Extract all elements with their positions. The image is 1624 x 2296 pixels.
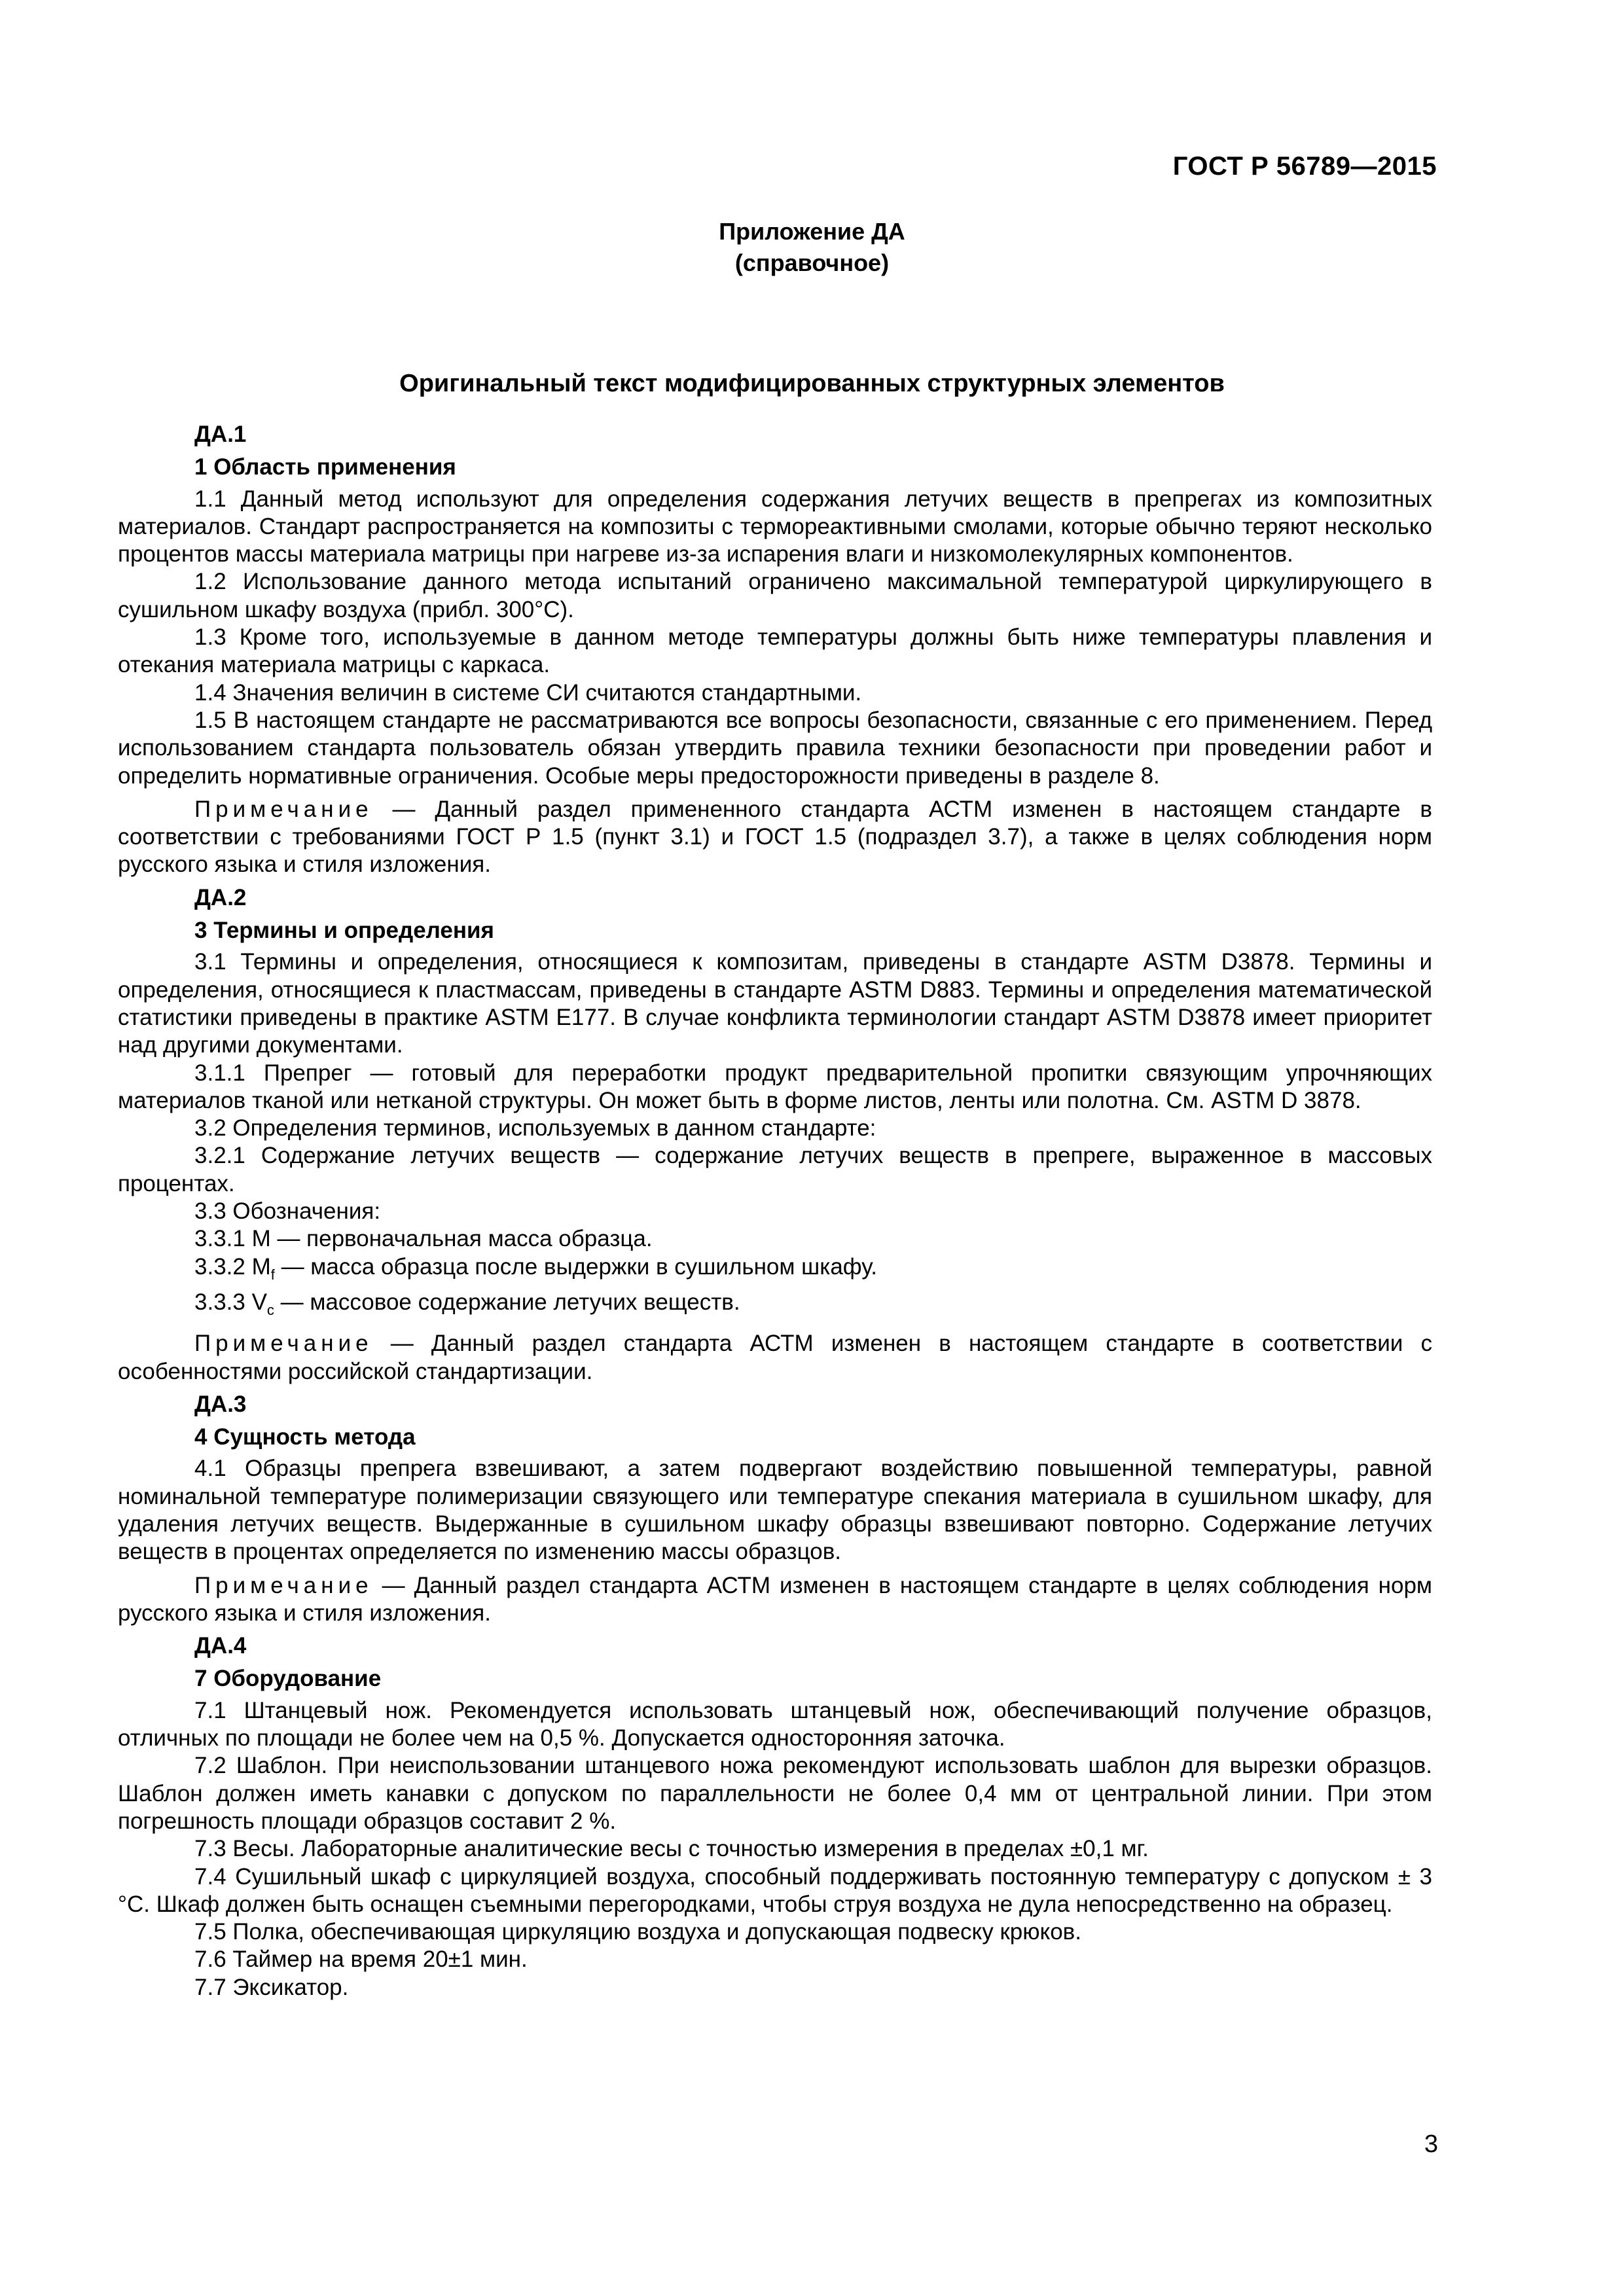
section-id: ДА.4: [194, 1633, 247, 1659]
paragraph: 1.5 В настоящем стандарте не рассматриваются все вопросы безопасности, связанные с его применением. Перед использованием стандарта пользователь обязан утвердить правила техники безопасности при проведении работ и определить нормативные ограничения. Особые меры предосторожности приведены в разделе 8.: [118, 707, 1432, 789]
section-heading: 3 Термины и определения: [194, 918, 494, 944]
section-heading: 1 Область применения: [194, 454, 456, 480]
page-number: 3: [1424, 2130, 1438, 2158]
item-prefix: 3.3.3 V: [194, 1289, 267, 1315]
paragraph: 4.1 Образцы препрега взвешивают, а затем подвергают воздействию повышенной температуры, равной номинальной температуре полимеризации связующего или температуре спекания материала в сушильном шкафу, для удаления летучих веществ. Выдержанные в сушильном шкафу образцы взвешивают повторно. Содержание летучих веществ в процентах определяется по изменению массы образцов.: [118, 1456, 1432, 1565]
note: [118, 1330, 1432, 1386]
section-id: ДА.2: [194, 884, 247, 910]
item-prefix: 3.3.2 M: [194, 1253, 271, 1280]
note-text: — Данный раздел стандарта АСТМ изменен в настоящем стандарте в целях соблюдения норм русского языка и стиля изложения.: [118, 1572, 1432, 1626]
section-id: ДА.1: [194, 422, 247, 447]
paragraph: 7.6 Таймер на время 20±1 мин.: [194, 1946, 528, 1973]
note-label: Примечание: [194, 1331, 373, 1357]
note-text: — Данный раздел примененного стандарта АСТМ изменен в настоящем стандарте в соответствии с требованиями ГОСТ Р 1.5 (пункт 3.1) и ГОСТ 1.5 (подраздел 3.7), а также в целях соблюдения норм русского языка и стиля изложения.: [118, 796, 1432, 878]
section-id: ДА.3: [194, 1391, 247, 1417]
paragraph: 7.1 Штанцевый нож. Рекомендуется использовать штанцевый нож, обеспечивающий получение образцов, отличных по площади не более чем на 0,5 %. Допускается односторонняя заточка.: [118, 1697, 1432, 1751]
paragraph: 7.2 Шаблон. При неиспользовании штанцевого ножа рекомендуют использовать шаблон для вырезки образцов. Шаблон должен иметь канавки с допуском по параллельности не более 0,4 мм от центральной линии. При этом погрешность площади образцов составит 2 %.: [118, 1753, 1432, 1834]
item-suffix: — масса образца после выдержки в сушильном шкафу.: [274, 1253, 877, 1280]
section-heading: 4 Сущность метода: [194, 1424, 416, 1450]
annex-kind: (справочное): [734, 249, 890, 276]
paragraph: 1.2 Использование данного метода испытаний ограничено максимальной температурой циркулирующего в сушильном шкафу воздуха (прибл. 300°С).: [118, 569, 1432, 622]
paragraph: 7.4 Сушильный шкаф с циркуляцией воздуха, способный поддерживать постоянную температуру с допуском ± 3 °С. Шкаф должен быть оснащен съемными перегородками, чтобы струя воздуха не дула непосредственно на образец.: [118, 1863, 1432, 1917]
paragraph: 3.1.1 Препрег — готовый для переработки продукт предварительной пропитки связующим упрочняющих материалов тканой или нетканой структуры. Он может быть в форме листов, ленты или полотна. См. ASTM D 3878.: [118, 1060, 1432, 1113]
note: [118, 1572, 1432, 1628]
paragraph: 3.2 Определения терминов, используемых в данном стандарте:: [194, 1115, 876, 1141]
paragraph: 3.1 Термины и определения, относящиеся к композитам, приведены в стандарте ASTM D3878. Термины и определения, относящиеся к пластмассам, приведены в стандарте ASTM D883. Термины и определения математической статистики приведены в практике ASTM E177. В случае конфликта терминологии стандарт ASTM D3878 имеет приоритет над другими документами.: [118, 949, 1432, 1058]
document-body: [118, 416, 1432, 2001]
standard-code: ГОСТ Р 56789—2015: [1172, 152, 1437, 181]
annex-heading: [0, 216, 1624, 279]
paragraph: 3.3 Обозначения:: [194, 1198, 381, 1225]
paragraph: 3.2.1 Содержание летучих веществ — содержание летучих веществ в препреге, выраженное в массовых процентах.: [118, 1143, 1432, 1196]
item-subscript: c: [266, 1301, 274, 1318]
paragraph: 1.1 Данный метод используют для определения содержания летучих веществ в препрегах из композитных материалов. Стандарт распространяется на композиты с термореактивными смолами, которые обычно теряют несколько процентов массы материала матрицы при нагреве из-за испарения влаги и низкомолекулярных компонентов.: [118, 486, 1432, 567]
note-label: Примечание: [194, 796, 373, 822]
note: [118, 796, 1432, 879]
annex-title: Приложение ДА: [719, 218, 905, 245]
paragraph: 1.3 Кроме того, используемые в данном методе температуры должны быть ниже температуры плавления и отекания материала матрицы с каркаса.: [118, 624, 1432, 678]
paragraph: 7.7 Эксикатор.: [194, 1974, 349, 2000]
item-suffix: — массовое содержание летучих веществ.: [274, 1289, 740, 1315]
paragraph: 3.3.1 M — первоначальная масса образца.: [194, 1226, 653, 1252]
note-label: Примечание: [194, 1572, 373, 1598]
paragraph: 7.5 Полка, обеспечивающая циркуляцию воздуха и допускающая подвеску крюков.: [194, 1919, 1081, 1945]
paragraph: 7.3 Весы. Лабораторные аналитические весы с точностью измерения в пределах ±0,1 мг.: [194, 1836, 1149, 1862]
paragraph: [118, 1289, 1432, 1324]
note-text: — Данный раздел стандарта АСТМ изменен в настоящем стандарте в соответствии с особенностями российской стандартизации.: [118, 1331, 1432, 1384]
paragraph: [118, 1253, 1432, 1289]
paragraph: 1.4 Значения величин в системе СИ считаются стандартными.: [194, 679, 862, 706]
item-subscript: f: [270, 1266, 275, 1283]
section-heading: 7 Оборудование: [194, 1666, 382, 1692]
document-title: Оригинальный текст модифицированных структурных элементов: [399, 370, 1225, 397]
